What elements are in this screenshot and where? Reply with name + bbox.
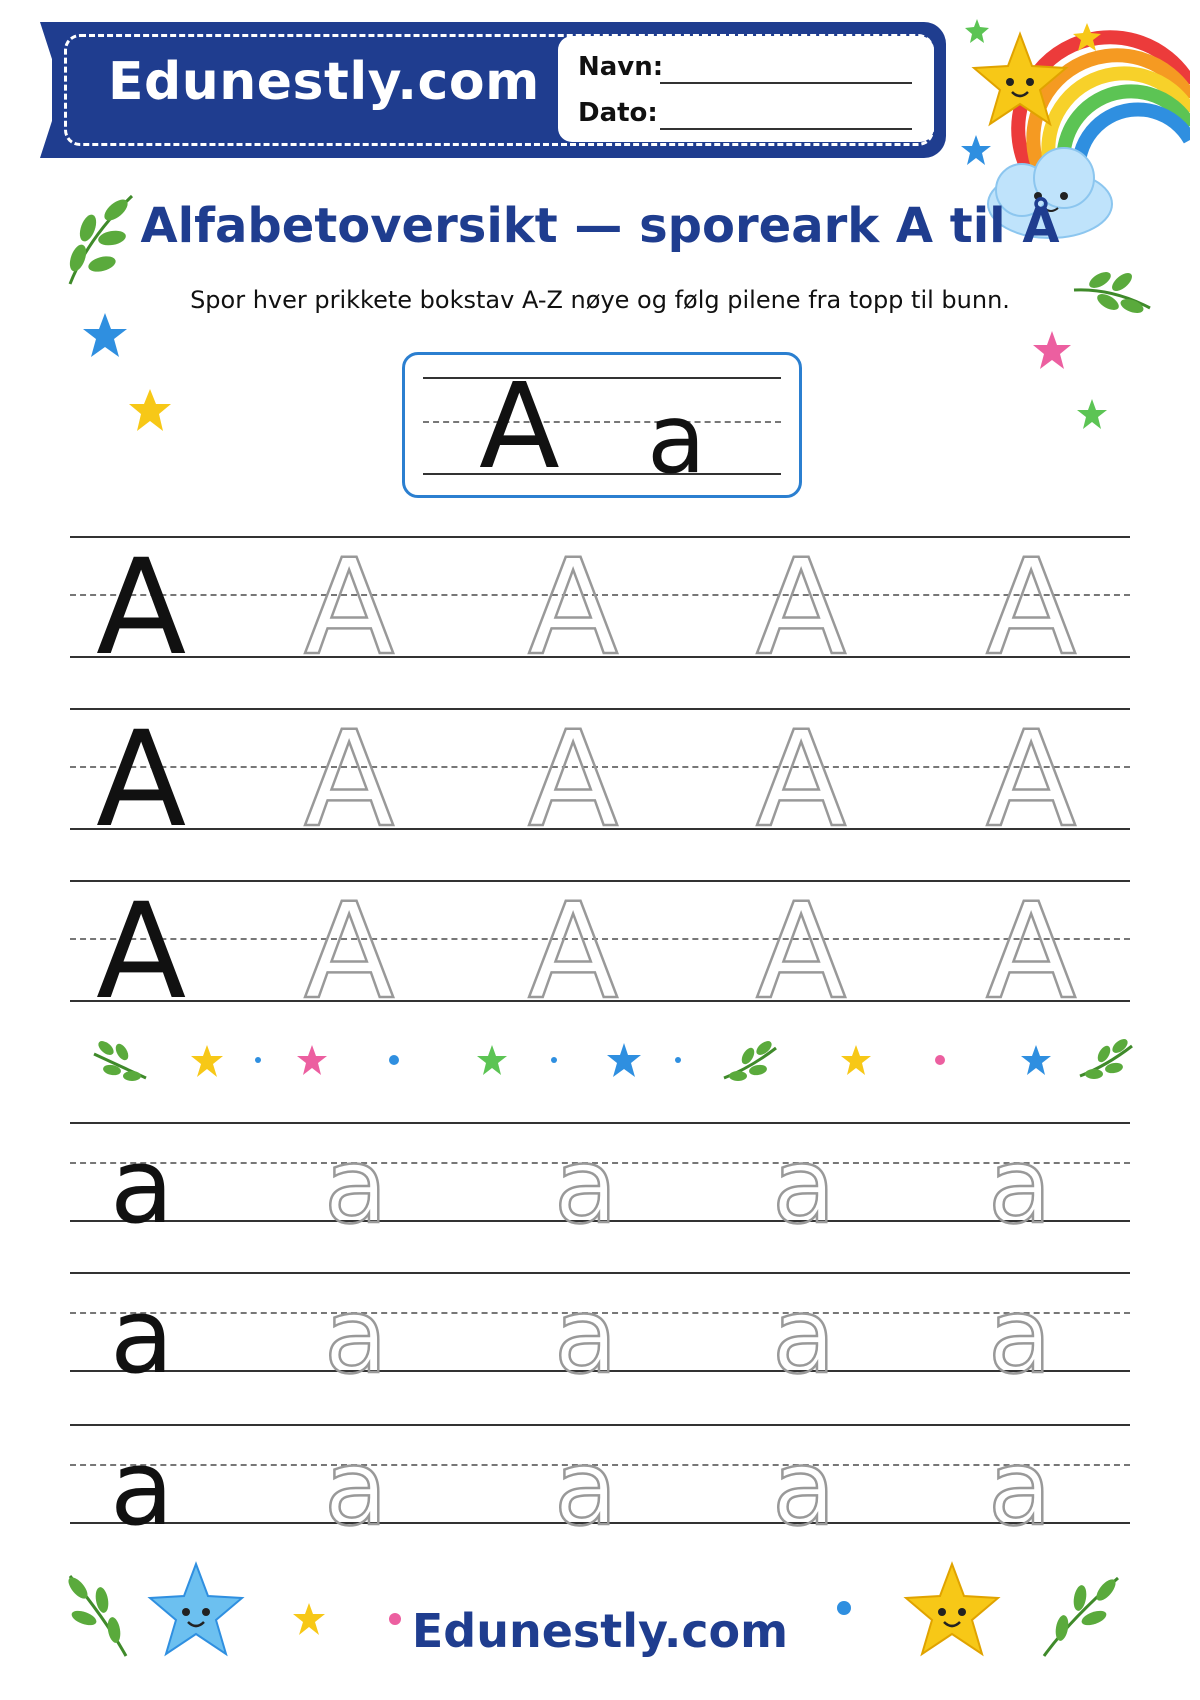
- leaf-branch-icon: [1076, 1036, 1136, 1084]
- tracing-letter[interactable]: A: [304, 875, 395, 1029]
- lowercase-practice-row: [70, 1424, 1130, 1549]
- star-icon: [964, 18, 990, 44]
- guide-letter: a: [110, 1427, 174, 1549]
- guide-letter: a: [110, 1275, 174, 1397]
- tracing-letter[interactable]: A: [986, 875, 1077, 1029]
- decorative-divider: [90, 1036, 1140, 1086]
- tracing-letter[interactable]: a: [554, 1125, 618, 1247]
- model-top-line: [423, 377, 781, 379]
- tracing-letter[interactable]: A: [528, 531, 619, 685]
- date-field[interactable]: [660, 128, 912, 130]
- name-label: Navn:: [578, 52, 664, 82]
- brand-logo-text: Edunestly.com: [108, 52, 540, 112]
- tracing-letter[interactable]: a: [988, 1275, 1052, 1397]
- tracing-letter[interactable]: A: [756, 703, 847, 857]
- page-title: Alfabetoversikt — sporeark A til Å: [140, 198, 1060, 254]
- dot-icon: [550, 1056, 558, 1064]
- star-icon: [1020, 1044, 1052, 1076]
- star-icon: [190, 1044, 224, 1078]
- model-letter-box: [402, 352, 802, 498]
- model-uppercase-letter: A: [479, 357, 560, 495]
- footer-brand-text: Edunestly.com: [411, 1604, 789, 1658]
- guide-letter: A: [96, 703, 187, 857]
- uppercase-practice-row: [70, 531, 1130, 685]
- model-base-line: [423, 473, 781, 475]
- lowercase-practice-row: [70, 1122, 1130, 1247]
- model-mid-line: [423, 421, 781, 423]
- leaf-branch-icon: [1036, 1570, 1126, 1660]
- date-label: Dato:: [578, 98, 658, 128]
- star-icon: [128, 388, 172, 432]
- star-icon: [840, 1044, 872, 1076]
- star-icon: [960, 134, 992, 166]
- tracing-letter[interactable]: a: [772, 1275, 836, 1397]
- name-field[interactable]: [660, 82, 912, 84]
- smiling-star-icon: [902, 1560, 1002, 1660]
- dot-icon: [836, 1600, 852, 1616]
- guide-letter: A: [96, 531, 187, 685]
- tracing-letter[interactable]: a: [554, 1275, 618, 1397]
- star-icon: [1076, 398, 1108, 430]
- tracing-letter[interactable]: a: [324, 1427, 388, 1549]
- tracing-letter[interactable]: a: [554, 1427, 618, 1549]
- tracing-letter[interactable]: a: [772, 1125, 836, 1247]
- tracing-letter[interactable]: A: [756, 875, 847, 1029]
- tracing-letter[interactable]: a: [988, 1427, 1052, 1549]
- tracing-letter[interactable]: a: [988, 1125, 1052, 1247]
- uppercase-practice-row: [70, 703, 1130, 857]
- tracing-letter[interactable]: A: [756, 531, 847, 685]
- tracing-letter[interactable]: A: [986, 703, 1077, 857]
- row-top-line: [70, 1272, 1130, 1274]
- name-date-box: [558, 36, 934, 142]
- tracing-letter[interactable]: A: [528, 875, 619, 1029]
- model-lowercase-letter: a: [647, 383, 706, 495]
- star-icon: [476, 1044, 508, 1076]
- star-icon: [1072, 22, 1102, 52]
- tracing-letter[interactable]: A: [304, 531, 395, 685]
- tracing-letter[interactable]: a: [324, 1275, 388, 1397]
- uppercase-practice-row: [70, 875, 1130, 1029]
- tracing-letter[interactable]: A: [986, 531, 1077, 685]
- smiling-star-icon: [970, 30, 1070, 130]
- row-top-line: [70, 1424, 1130, 1426]
- instructions-text: Spor hver prikkete bokstav A-Z nøye og følg pilene fra topp til bunn.: [190, 286, 1010, 314]
- leaf-branch-icon: [90, 1036, 150, 1084]
- star-icon: [1032, 330, 1072, 370]
- row-top-line: [70, 1122, 1130, 1124]
- dot-icon: [674, 1056, 682, 1064]
- tracing-letter[interactable]: A: [304, 703, 395, 857]
- dot-icon: [388, 1054, 400, 1066]
- tracing-letter[interactable]: a: [324, 1125, 388, 1247]
- tracing-letter[interactable]: A: [528, 703, 619, 857]
- leaf-branch-icon: [720, 1038, 780, 1086]
- guide-letter: A: [96, 875, 187, 1029]
- tracing-letter[interactable]: a: [772, 1427, 836, 1549]
- lowercase-practice-row: [70, 1272, 1130, 1397]
- star-icon: [82, 312, 128, 358]
- star-icon: [296, 1044, 328, 1076]
- dot-icon: [254, 1056, 262, 1064]
- dot-icon: [934, 1054, 946, 1066]
- star-icon: [606, 1042, 642, 1078]
- guide-letter: a: [110, 1125, 174, 1247]
